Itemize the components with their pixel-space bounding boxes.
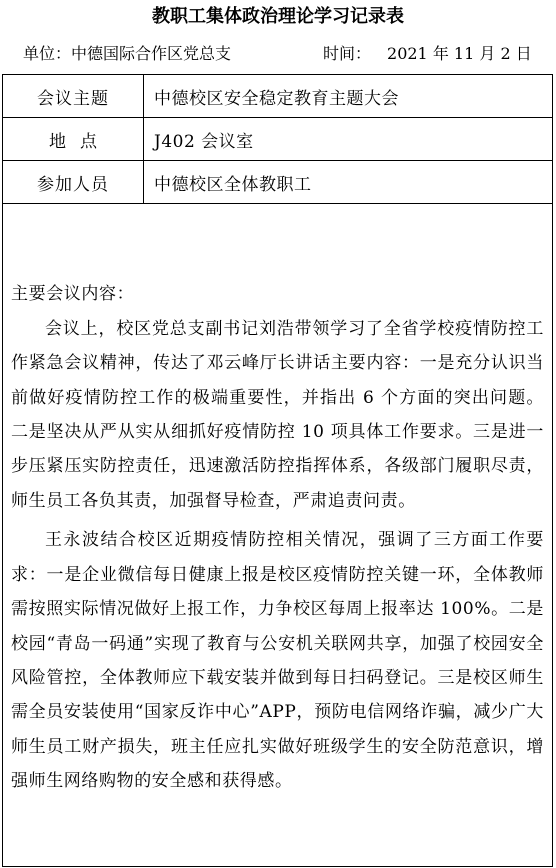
meta-row xyxy=(0,43,556,65)
table-row-attendees xyxy=(3,161,553,204)
unit-label: 单位： xyxy=(23,44,72,63)
table-row-topic xyxy=(3,75,553,118)
time-value: 2021 年 11 月 2 日 xyxy=(387,44,532,63)
time-field xyxy=(323,43,532,65)
time-label: 时间： xyxy=(323,44,372,63)
attendees-value: 中德校区全体教职工 xyxy=(144,161,553,204)
location-label: 地点 xyxy=(3,118,144,161)
page-title: 教职工集体政治理论学习记录表 xyxy=(152,6,404,27)
table-row-location xyxy=(3,118,553,161)
content-paragraph-1: 会议上，校区党总支副书记刘浩带领学习了全省学校疫情防控工作紧急会议精神，传达了邓云峰厅长讲话主要内容：一是充分认识当前做好疫情防控工作的极端重要性，并指出 6 个方面的突出问题。二是坚决从严从实从细抓好疫情防控 10 项具体工作要求。三是进一步压紧压实防控责任，迅速激活防控指挥体系，各级部门履职尽责，师生员工各负其责，加强督导检查，严肃追责问责。 xyxy=(11,318,544,511)
location-value: J402 会议室 xyxy=(144,118,553,161)
table-row-content xyxy=(3,204,553,867)
content-paragraph-2: 王永波结合校区近期疫情防控相关情况，强调了三方面工作要求：一是企业微信每日健康上报是校区疫情防控关键一环，全体教师需按照实际情况做好上报工作，力争校区每周上报率达 100%。二是校园“青岛一码通”实现了教育与公安机关联网共享，加强了校园安全风险管控，全体教师应下载安装并做到每日扫码登记。三是校区师生需全员安装使用“国家反诈中心”APP，预防电信网络诈骗，减少广大师生员工财产损失，班主任应扎实做好班级学生的安全防范意识，增强师生网络购物的安全感和获得感。 xyxy=(11,530,544,792)
attendees-label: 参加人员 xyxy=(3,161,144,204)
topic-label: 会议主题 xyxy=(3,75,144,118)
unit-field xyxy=(23,43,231,65)
content-heading: 主要会议内容： xyxy=(11,284,135,305)
meeting-content-cell xyxy=(3,204,553,867)
record-table xyxy=(2,74,553,867)
unit-value: 中德国际合作区党总支 xyxy=(71,44,232,63)
topic-value: 中德校区安全稳定教育主题大会 xyxy=(144,75,553,118)
